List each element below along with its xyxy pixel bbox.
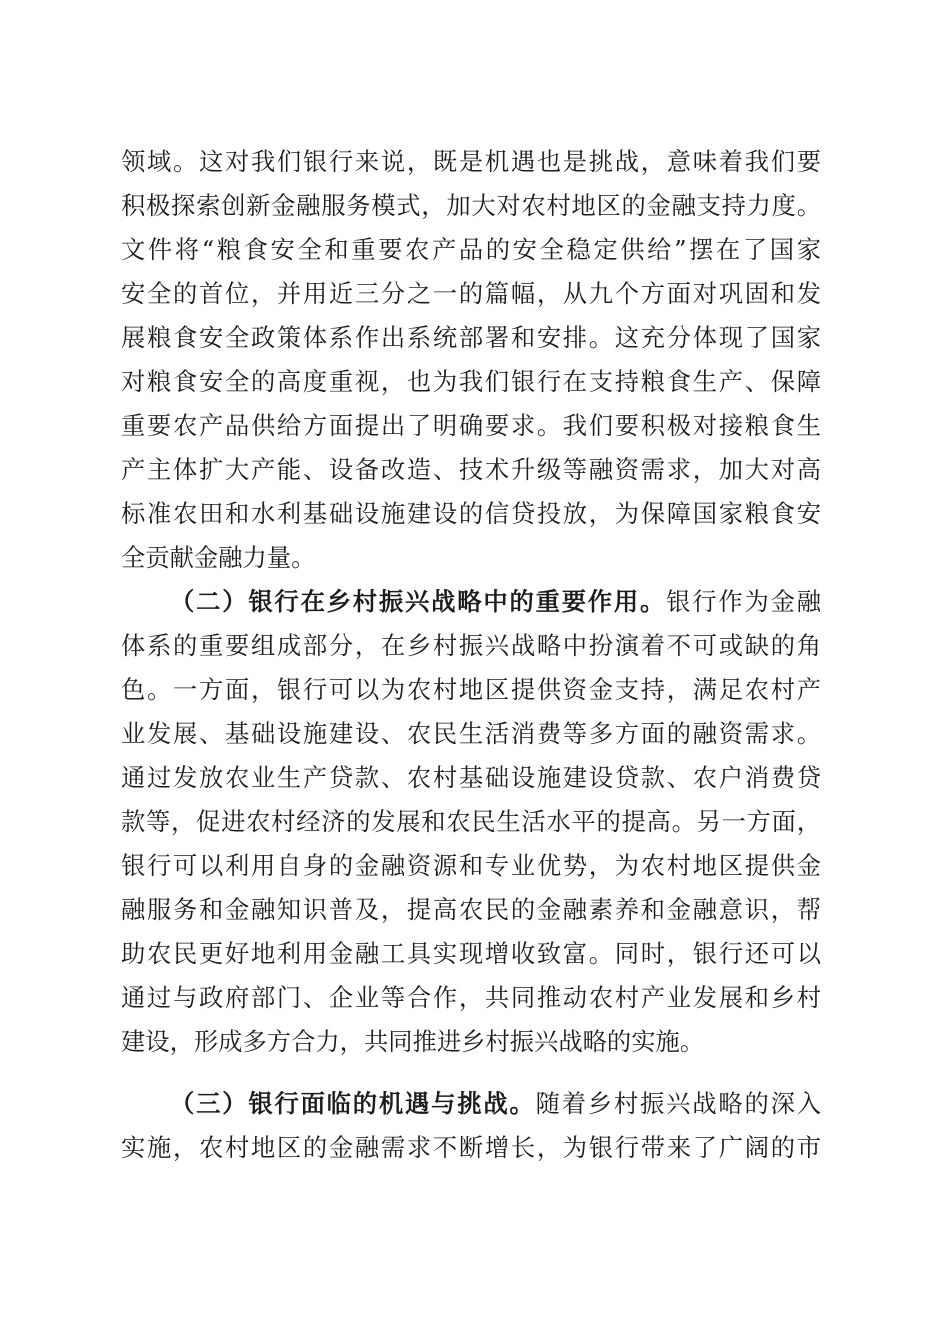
text-line: 标准农田和水利基础设施建设的信贷投放，为保障国家粮食安 [121, 499, 821, 528]
text-line: 融服务和金融知识普及，提高农民的金融素养和金融意识，帮 [121, 895, 821, 924]
text-line: 重要农产品供给方面提出了明确要求。我们要积极对接粮食生 [121, 411, 821, 440]
text-line: 积极探索创新金融服务模式，加大对农村地区的金融支持力度。 [121, 191, 821, 220]
text-line: 展粮食安全政策体系作出系统部署和安排。这充分体现了国家 [121, 323, 821, 352]
text-line: 建设，形成多方合力，共同推进乡村振兴战略的实施。 [121, 1027, 705, 1056]
section-heading: （三）银行面临的机遇与挑战。 [170, 1089, 536, 1118]
text-run: 银行作为金融 [666, 587, 822, 616]
text-line: 通过与政府部门、企业等合作，共同推动农村产业发展和乡村 [121, 983, 821, 1012]
text-line: 色。一方面，银行可以为农村地区提供资金支持，满足农村产 [121, 675, 821, 704]
section-heading: （二）银行在乡村振兴战略中的重要作用。 [170, 587, 667, 616]
text-line: 领域。这对我们银行来说，既是机遇也是挑战，意味着我们要 [121, 147, 821, 176]
section-heading-line [170, 582, 821, 622]
text-line: 对粮食安全的高度重视，也为我们银行在支持粮食生产、保障 [121, 367, 821, 396]
text-line: 全贡献金融力量。 [121, 543, 316, 572]
text-line: 银行可以利用自身的金融资源和专业优势，为农村地区提供金 [121, 851, 821, 880]
text-line: 文件将“粮食安全和重要农产品的安全稳定供给”摆在了国家 [121, 235, 821, 264]
text-line: 产主体扩大产能、设备改造、技术升级等融资需求，加大对高 [121, 455, 821, 484]
section-heading-line [170, 1084, 821, 1124]
text-line: 通过发放农业生产贷款、农村基础设施建设贷款、农户消费贷 [121, 763, 821, 792]
text-line: 款等，促进农村经济的发展和农民生活水平的提高。另一方面， [121, 807, 821, 836]
text-line: 体系的重要组成部分，在乡村振兴战略中扮演着不可或缺的角 [121, 631, 821, 660]
text-run: 随着乡村振兴战略的深入 [535, 1089, 822, 1118]
text-line: 助农民更好地利用金融工具实现增收致富。同时，银行还可以 [121, 939, 821, 968]
text-line: 实施，农村地区的金融需求不断增长，为银行带来了广阔的市 [121, 1133, 821, 1162]
text-line: 业发展、基础设施建设、农民生活消费等多方面的融资需求。 [121, 719, 821, 748]
text-line: 安全的首位，并用近三分之一的篇幅，从九个方面对巩固和发 [121, 279, 821, 308]
